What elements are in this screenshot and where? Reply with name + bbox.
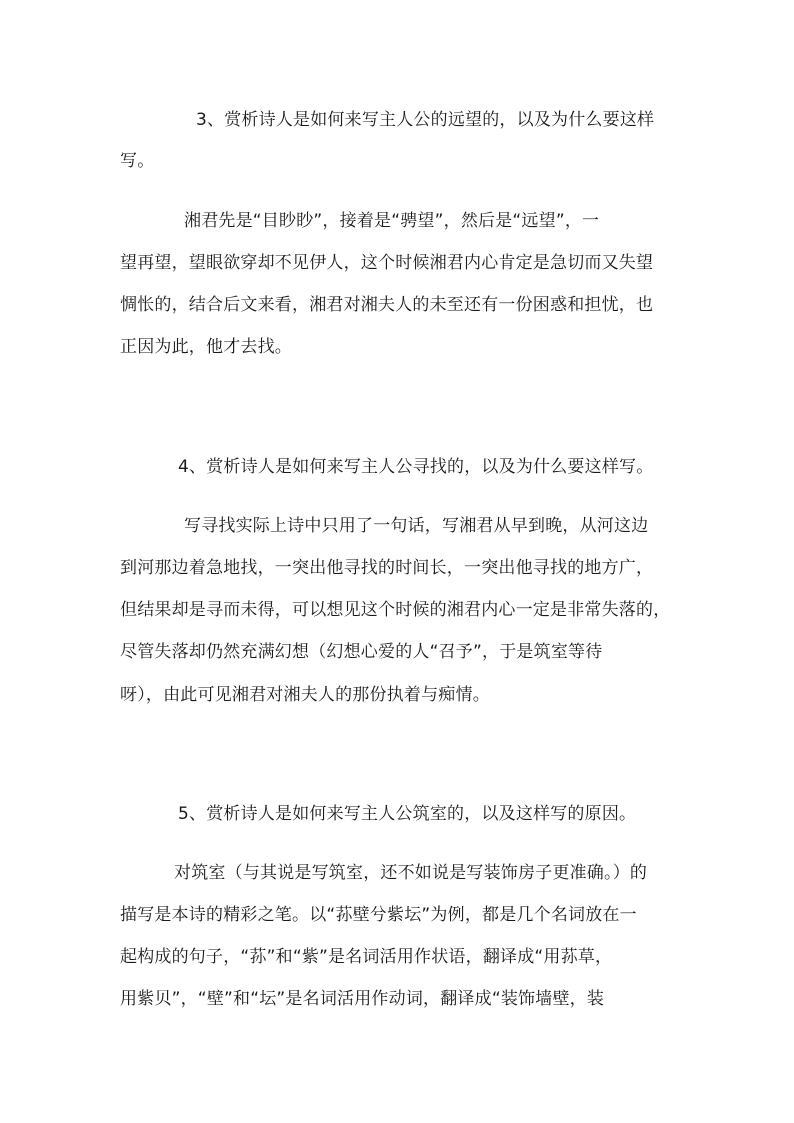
answer-3-line-3: 惆怅的，结合后文来看，湘君对湘夫人的未至还有一份困惑和担忧，也	[120, 295, 654, 315]
answer-5-line-4: 用紫贝”，“壁”和“坛”是名词活用作动词，翻译成“装饰墙壁，装	[120, 989, 605, 1009]
answer-3-line-2: 望再望，望眼欲穿却不见伊人，这个时候湘君内心肯定是急切而又失望	[120, 253, 654, 273]
question-3-line-2: 写。	[120, 151, 155, 171]
answer-4-line-4: 尽管失落却仍然充满幻想（幻想心爱的人“召予”，于是筑室等待	[120, 642, 603, 662]
answer-5-line-3: 起构成的句子，“荪”和“紫”是名词活用作状语，翻译成“用荪草，	[120, 947, 613, 967]
answer-5-line-1: 对筑室（与其说是写筑室，还不如说是写装饰房子更准确。）的	[174, 863, 648, 883]
answer-4-line-1: 写寻找实际上诗中只用了一句话，写湘君从早到晚，从河这边	[184, 516, 649, 536]
answer-5-line-2: 描写是本诗的精彩之笔。以“荪壁兮紫坛”为例，都是几个名词放在一	[120, 905, 637, 925]
question-4-line-1: 4、赏析诗人是如何来写主人公寻找的，以及为什么要这样写。	[178, 457, 654, 477]
answer-4-line-2: 到河那边着急地找，一突出他寻找的时间长，一突出他寻找的地方广，	[120, 558, 654, 578]
answer-4-line-3: 但结果却是寻而未得，可以想见这个时候的湘君内心一定是非常失落的，	[120, 600, 671, 620]
answer-3-line-4: 正因为此，他才去找。	[120, 337, 292, 357]
answer-4-line-5: 呀），由此可见湘君对湘夫人的那份执着与痴情。	[120, 685, 490, 705]
question-3-line-1: 3、赏析诗人是如何来写主人公的远望的，以及为什么要这样	[196, 110, 655, 130]
question-5-line-1: 5、赏析诗人是如何来写主人公筑室的，以及这样写的原因。	[178, 804, 637, 824]
answer-3-line-1: 湘君先是“目眇眇”，接着是“骋望”，然后是“远望”，一	[184, 211, 600, 231]
